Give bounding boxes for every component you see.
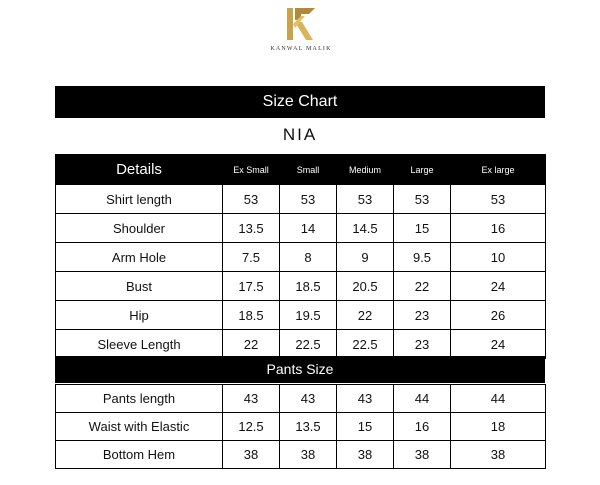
measurement-cell: 20.5 — [337, 272, 394, 301]
measurement-cell: 23 — [394, 330, 451, 359]
measurement-cell: 15 — [337, 413, 394, 441]
brand-name: KANWAL MALIK — [270, 46, 332, 52]
pants-size-table — [55, 384, 546, 469]
table-row — [56, 214, 546, 243]
measurement-cell: 8 — [280, 243, 337, 272]
measurement-cell: 43 — [223, 385, 280, 413]
table-row — [56, 330, 546, 359]
measurement-cell: 53 — [223, 185, 280, 214]
size-header-row — [56, 155, 546, 185]
table-row — [56, 272, 546, 301]
measurement-cell: 26 — [451, 301, 546, 330]
measurement-cell: 23 — [394, 301, 451, 330]
measurement-cell: 43 — [280, 385, 337, 413]
measurement-cell: 53 — [451, 185, 546, 214]
measurement-cell: 16 — [394, 413, 451, 441]
table-row — [56, 243, 546, 272]
measurement-cell: 19.5 — [280, 301, 337, 330]
measurement-cell: 18.5 — [280, 272, 337, 301]
table-row — [56, 385, 546, 413]
measurement-cell: 17.5 — [223, 272, 280, 301]
measurement-cell: 13.5 — [280, 413, 337, 441]
row-label: Bust — [56, 272, 223, 301]
row-label: Waist with Elastic — [56, 413, 223, 441]
measurement-cell: 22.5 — [337, 330, 394, 359]
row-label: Shirt length — [56, 185, 223, 214]
table-row — [56, 441, 546, 469]
measurement-cell: 22 — [394, 272, 451, 301]
size-header-ex-small: Ex Small — [223, 155, 280, 185]
measurement-cell: 53 — [394, 185, 451, 214]
row-label: Hip — [56, 301, 223, 330]
size-header-small: Small — [280, 155, 337, 185]
measurement-cell: 43 — [337, 385, 394, 413]
size-header-large: Large — [394, 155, 451, 185]
row-label: Arm Hole — [56, 243, 223, 272]
size-header-ex-large: Ex large — [451, 155, 546, 185]
table-row — [56, 301, 546, 330]
measurement-cell: 38 — [223, 441, 280, 469]
measurement-cell: 10 — [451, 243, 546, 272]
details-header: Details — [56, 155, 223, 185]
measurement-cell: 38 — [337, 441, 394, 469]
pants-size-bar: Pants Size — [55, 356, 545, 383]
product-name: NIA — [282, 125, 318, 144]
measurement-cell: 24 — [451, 330, 546, 359]
measurement-cell: 53 — [337, 185, 394, 214]
measurement-cell: 24 — [451, 272, 546, 301]
measurement-cell: 14 — [280, 214, 337, 243]
row-label: Shoulder — [56, 214, 223, 243]
measurement-cell: 44 — [394, 385, 451, 413]
row-label: Pants length — [56, 385, 223, 413]
measurement-cell: 18.5 — [223, 301, 280, 330]
measurement-cell: 44 — [451, 385, 546, 413]
measurement-cell: 9.5 — [394, 243, 451, 272]
measurement-cell: 7.5 — [223, 243, 280, 272]
measurement-cell: 12.5 — [223, 413, 280, 441]
measurement-cell: 18 — [451, 413, 546, 441]
measurement-cell: 22 — [223, 330, 280, 359]
row-label: Sleeve Length — [56, 330, 223, 359]
brand-logo — [268, 6, 334, 56]
measurement-cell: 13.5 — [223, 214, 280, 243]
table-row — [56, 185, 546, 214]
size-chart-table — [55, 154, 546, 359]
measurement-cell: 9 — [337, 243, 394, 272]
measurement-cell: 16 — [451, 214, 546, 243]
measurement-cell: 15 — [394, 214, 451, 243]
kanwal-malik-k-logo-icon — [285, 6, 317, 42]
table-row — [56, 413, 546, 441]
measurement-cell: 22 — [337, 301, 394, 330]
row-label: Bottom Hem — [56, 441, 223, 469]
measurement-cell: 38 — [394, 441, 451, 469]
measurement-cell: 53 — [280, 185, 337, 214]
size-chart-title-bar: Size Chart — [55, 86, 545, 118]
measurement-cell: 22.5 — [280, 330, 337, 359]
measurement-cell: 38 — [280, 441, 337, 469]
measurement-cell: 14.5 — [337, 214, 394, 243]
size-header-medium: Medium — [337, 155, 394, 185]
measurement-cell: 38 — [451, 441, 546, 469]
